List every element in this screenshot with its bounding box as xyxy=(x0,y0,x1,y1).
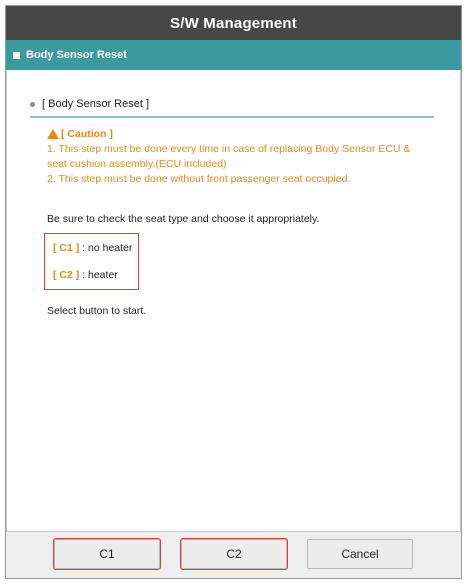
cancel-button[interactable]: Cancel xyxy=(307,539,413,569)
c2-button[interactable]: C2 xyxy=(181,539,287,569)
caution-label: [ Caution ] xyxy=(61,128,113,140)
option-c2 xyxy=(53,269,118,281)
section-header xyxy=(30,98,434,118)
warning-triangle-icon xyxy=(47,129,59,139)
caution-block xyxy=(47,127,437,187)
caution-heading xyxy=(47,127,437,142)
caution-line-1: 1. This step must be done every time in case of replacing Body Sensor ECU & xyxy=(47,143,411,155)
instruction-text: Be sure to check the seat type and choose it appropriately. xyxy=(47,213,320,225)
square-icon xyxy=(13,52,20,59)
prompt-text: Select button to start. xyxy=(47,305,147,317)
bullet-icon xyxy=(30,102,35,107)
option-c1 xyxy=(53,242,132,254)
option-c2-desc: : heater xyxy=(79,269,118,281)
dialog-window xyxy=(5,5,462,579)
option-c1-desc: : no heater xyxy=(79,242,133,254)
option-c2-code: [ C2 ] xyxy=(53,269,80,281)
section-title: [ Body Sensor Reset ] xyxy=(42,98,149,110)
window-title-bar xyxy=(6,6,461,40)
seat-type-options xyxy=(44,233,139,290)
sub-header-bar xyxy=(6,40,461,70)
option-c1-code: [ C1 ] xyxy=(53,242,80,254)
caution-line-2: seat cushion assembly.(ECU included) xyxy=(47,158,227,170)
sub-header-title: Body Sensor Reset xyxy=(26,49,127,61)
window-title: S/W Management xyxy=(170,14,297,32)
c1-button[interactable]: C1 xyxy=(54,539,160,569)
button-bar xyxy=(6,531,461,578)
content-panel xyxy=(6,70,461,532)
caution-line-3: 2. This step must be done without front passenger seat occupied. xyxy=(47,173,351,185)
